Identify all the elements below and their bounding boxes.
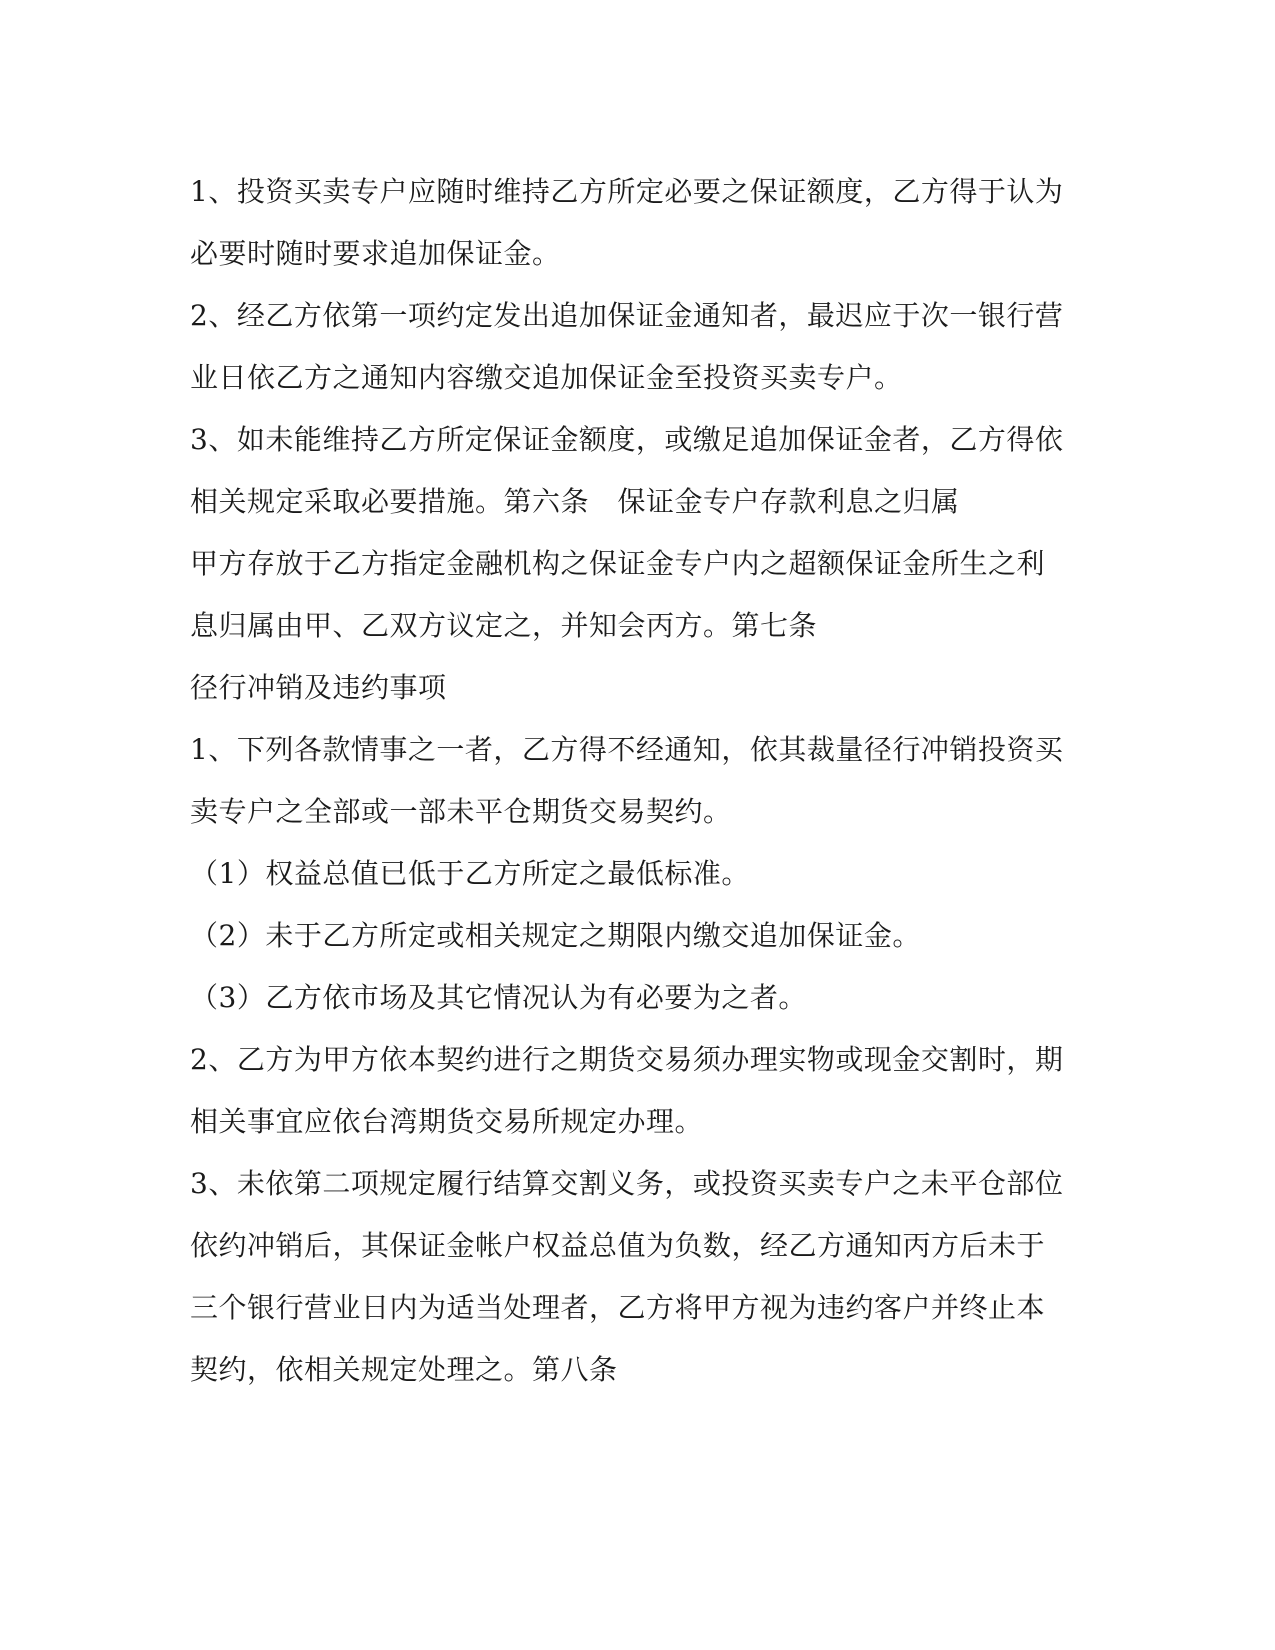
list-item: （2）未于乙方所定或相关规定之期限内缴交追加保证金。	[190, 919, 921, 952]
list-item: （1）权益总值已低于乙方所定之最低标准。	[190, 857, 750, 890]
text-line: 2、经乙方依第一项约定发出追加保证金通知者，最迟应于次一银行营	[190, 299, 1064, 332]
text-line: 依约冲销后，其保证金帐户权益总值为负数，经乙方通知丙方后未于	[190, 1229, 1046, 1262]
text-line: 相关规定采取必要措施。第六条 保证金专户存款利息之归属	[190, 485, 960, 518]
text-line: 卖专户之全部或一部未平仓期货交易契约。	[190, 795, 732, 828]
list-item: （3）乙方依市场及其它情况认为有必要为之者。	[190, 981, 807, 1014]
document-body	[190, 161, 1090, 1401]
text-line: 1、下列各款情事之一者，乙方得不经通知，依其裁量径行冲销投资买	[190, 733, 1064, 766]
text-line: 业日依乙方之通知内容缴交追加保证金至投资买卖专户。	[190, 361, 903, 394]
text-line: 三个银行营业日内为适当处理者，乙方将甲方视为违约客户并终止本	[190, 1291, 1046, 1324]
text-line: 3、如未能维持乙方所定保证金额度，或缴足追加保证金者，乙方得依	[190, 423, 1064, 456]
section-heading: 径行冲销及违约事项	[190, 671, 447, 704]
text-line: 1、投资买卖专户应随时维持乙方所定必要之保证额度，乙方得于认为	[190, 175, 1064, 208]
text-line: 甲方存放于乙方指定金融机构之保证金专户内之超额保证金所生之利	[190, 547, 1046, 580]
text-line: 契约，依相关规定处理之。第八条	[190, 1353, 618, 1386]
text-line: 相关事宜应依台湾期货交易所规定办理。	[190, 1105, 704, 1138]
text-line: 2、乙方为甲方依本契约进行之期货交易须办理实物或现金交割时，期	[190, 1043, 1064, 1076]
text-line: 3、未依第二项规定履行结算交割义务，或投资买卖专户之未平仓部位	[190, 1167, 1064, 1200]
text-line: 息归属由甲、乙双方议定之，并知会丙方。第七条	[190, 609, 818, 642]
text-line: 必要时随时要求追加保证金。	[190, 237, 561, 270]
